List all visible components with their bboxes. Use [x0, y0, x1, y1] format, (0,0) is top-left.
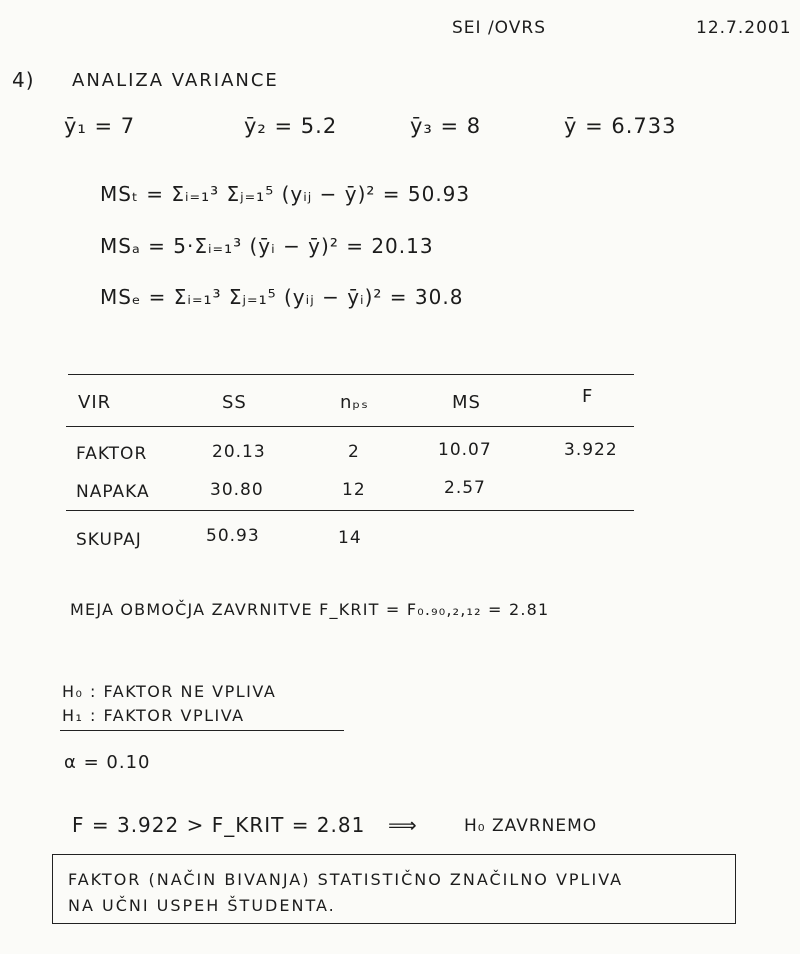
table-total-df: 14: [338, 528, 362, 548]
table-row-error-ss: 30.80: [210, 480, 264, 500]
table-total-rule: [66, 510, 634, 511]
table-row-factor-df: 2: [348, 442, 360, 462]
table-header-f: F: [582, 386, 594, 407]
alternative-hypothesis: H₁ : FAKTOR VPLIVA: [62, 706, 245, 725]
table-row-factor-f: 3.922: [564, 440, 618, 460]
table-row-error-source: NAPAKA: [76, 482, 150, 502]
hypotheses-underline: [60, 730, 344, 731]
date-label: 12.7.2001: [696, 18, 792, 38]
table-header-df: nₚₛ: [340, 392, 369, 413]
table-header-ss: SS: [222, 392, 247, 413]
table-row-error-df: 12: [342, 480, 366, 500]
equation-mst: MSₜ = Σᵢ₌₁³ Σⱼ₌₁⁵ (yᵢⱼ − ȳ)² = 50.93: [100, 182, 471, 206]
test-statement: F = 3.922 > F_KRIT = 2.81: [72, 813, 366, 837]
critical-value-line: MEJA OBMOČJA ZAVRNITVE F_KRIT = F₀.₉₀,₂,₁₂ = 2.81: [70, 600, 550, 619]
table-row-factor-ms: 10.07: [438, 440, 492, 460]
table-top-rule: [68, 374, 634, 375]
test-result: H₀ ZAVRNEMO: [464, 816, 598, 836]
mean-y2: ȳ₂ = 5.2: [244, 114, 338, 138]
section-title: ANALIZA VARIANCE: [72, 70, 279, 91]
mean-y3: ȳ₃ = 8: [410, 114, 482, 138]
table-row-error-ms: 2.57: [444, 478, 486, 498]
equation-msa: MSₐ = 5·Σᵢ₌₁³ (ȳᵢ − ȳ)² = 20.13: [100, 234, 434, 258]
table-header-ms: MS: [452, 392, 481, 413]
table-row-factor-ss: 20.13: [212, 442, 266, 462]
table-total-source: SKUPAJ: [76, 530, 142, 550]
table-row-factor-source: FAKTOR: [76, 444, 148, 464]
table-header-rule: [66, 426, 634, 427]
mean-overall: ȳ = 6.733: [564, 114, 677, 138]
equation-mse: MSₑ = Σᵢ₌₁³ Σⱼ₌₁⁵ (yᵢⱼ − ȳᵢ)² = 30.8: [100, 285, 464, 309]
table-header-source: VIR: [78, 392, 112, 413]
conclusion-line-2: NA UČNI USPEH ŠTUDENTA.: [68, 896, 336, 915]
alpha-level: α = 0.10: [64, 752, 151, 773]
course-label: SEI /OVRS: [452, 18, 546, 38]
implies-arrow-icon: ⟹: [388, 813, 418, 837]
problem-number: 4): [12, 68, 35, 92]
mean-y1: ȳ₁ = 7: [64, 114, 136, 138]
null-hypothesis: H₀ : FAKTOR NE VPLIVA: [62, 682, 277, 701]
conclusion-line-1: FAKTOR (NAČIN BIVANJA) STATISTIČNO ZNAČILNO VPLIVA: [68, 870, 624, 889]
table-total-ss: 50.93: [206, 526, 260, 546]
